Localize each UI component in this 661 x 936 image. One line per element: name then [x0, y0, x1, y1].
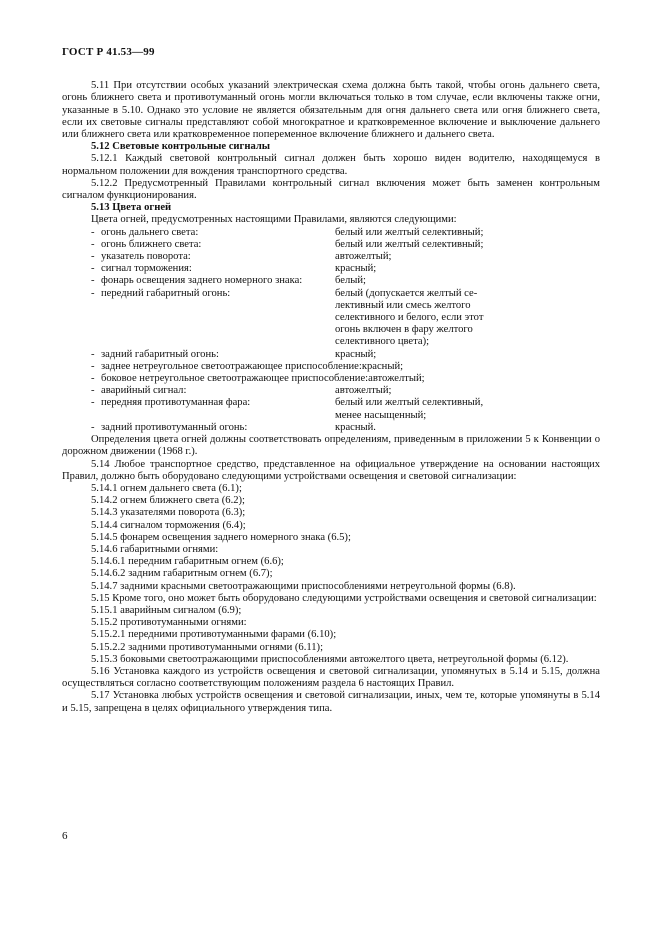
- color-row: [62, 361, 600, 373]
- color-row-value: белый или желтый селективный;: [335, 238, 484, 250]
- color-row-label: [62, 312, 335, 324]
- color-row: [62, 336, 600, 348]
- color-row-label: - передняя противотуманная фара:: [91, 397, 251, 409]
- color-row-value: белый или желтый селективный;: [335, 226, 484, 238]
- optional-devices-list: [62, 605, 600, 654]
- color-row-value: белый;: [335, 275, 366, 287]
- list-item: 5.14.7 задними красными светоотражающими приспособлениями нетреугольной формы (6.8).: [91, 580, 516, 592]
- paragraph-5-12-2: 5.12.2 Предусмотренный Правилами контрольный сигнал включения может быть заменен контрольным сигналом функционирования.: [62, 177, 600, 202]
- list-item: 5.15.2.2 задними противотуманными огнями (6.11);: [91, 641, 324, 653]
- paragraph-5-11: 5.11 При отсутствии особых указаний электрическая схема должна быть такой, чтобы огонь дальнего света, огонь ближнего света и противотуманный огонь могли включаться только в том случае, если включены также огни, указанные в 5.10. Однако это условие не является обязательным для огня дальнего света или огня ближнего света, если их световые сигналы представляют собой многократное и кратковременное включение и выключение дальнего или ближнего света или кратковременное попеременное включение ближнего и дальнего света.: [62, 80, 600, 141]
- color-row-label: - огонь ближнего света:: [91, 238, 202, 250]
- list-item: 5.14.6 габаритными огнями:: [91, 543, 219, 555]
- color-row: [62, 288, 600, 300]
- color-row-label: [62, 324, 335, 336]
- list-item: 5.14.3 указателями поворота (6.3);: [91, 507, 246, 519]
- light-colors-list: [62, 227, 600, 434]
- page-number: 6: [62, 830, 68, 842]
- list-item: 5.15.2.1 передними противотуманными фарами (6.10);: [91, 629, 337, 641]
- color-row-value: селективного цвета);: [335, 336, 430, 348]
- color-row: [62, 397, 600, 409]
- color-row-value: [335, 373, 600, 385]
- list-item: 5.14.2 огнем ближнего света (6.2);: [91, 495, 245, 507]
- list-item: 5.15.2 противотуманными огнями:: [91, 617, 247, 629]
- color-row-value: красный;: [335, 348, 377, 360]
- color-row-label: - огонь дальнего света:: [91, 226, 199, 238]
- paragraph-5-15-3: 5.15.3 боковыми светоотражающими приспособлениями автожелтого цвета, нетреугольной формы (6.12).: [91, 653, 569, 665]
- color-row: [62, 227, 600, 239]
- color-row-label: - аварийный сигнал:: [91, 385, 187, 397]
- required-devices-list: [62, 483, 600, 593]
- list-item: 5.14.1 огнем дальнего света (6.1);: [91, 482, 242, 494]
- color-row-label: [62, 410, 335, 422]
- color-row-label: - сигнал торможения:: [91, 263, 192, 275]
- color-row-label: - задний габаритный огонь:: [91, 348, 219, 360]
- color-row-label: - заднее нетреугольное светоотражающее приспособление:красный;: [91, 360, 404, 372]
- heading-5-13: 5.13 Цвета огней: [91, 202, 172, 214]
- list-item: 5.14.5 фонарем освещения заднего номерного знака (6.5);: [91, 531, 351, 543]
- color-row-label: - боковое нетреугольное светоотражающее приспособление:автожелтый;: [91, 373, 425, 385]
- color-row-value: селективного и белого, если этот: [335, 312, 484, 324]
- paragraph-5-16: 5.16 Установка каждого из устройств освещения и световой сигнализации, упомянутых в 5.14 и 5.15, должна осуществляться согласно соответствующим положениям раздела 6 настоящих Правил.: [62, 665, 600, 690]
- document-header: ГОСТ Р 41.53—99: [62, 46, 155, 58]
- paragraph-5-12-1: 5.12.1 Каждый световой контрольный сигнал должен быть хорошо виден водителю, находящемуся в нормальном положении для вождения транспортного средства.: [62, 153, 600, 177]
- color-row-label: - передний габаритный огонь:: [91, 287, 231, 299]
- color-row-label: - фонарь освещения заднего номерного знака:: [91, 275, 303, 287]
- color-row-value: автожелтый;: [335, 385, 392, 397]
- color-row-label: [62, 336, 335, 348]
- color-row: [62, 324, 600, 336]
- color-row: [62, 385, 600, 397]
- color-row: [62, 275, 600, 287]
- color-row-value: белый или желтый селективный,: [335, 397, 484, 409]
- paragraph-5-17: 5.17 Установка любых устройств освещения и световой сигнализации, иных, чем те, которые упомянуты в 5.14 и 5.15, запрещена в целях официального утверждения типа.: [62, 690, 600, 714]
- color-row: [62, 263, 600, 275]
- color-row: [62, 312, 600, 324]
- heading-5-12: 5.12 Световые контрольные сигналы: [91, 141, 271, 153]
- color-row-value: менее насыщенный;: [335, 409, 427, 421]
- color-row-value: красный;: [335, 263, 377, 275]
- color-row: [62, 251, 600, 263]
- color-row-value: [335, 361, 600, 373]
- color-row: [62, 422, 600, 434]
- list-item: 5.14.4 сигналом торможения (6.4);: [91, 519, 246, 531]
- paragraph-5-14: 5.14 Любое транспортное средство, представленное на официальное утверждение на основании настоящих Правил, должно быть оборудовано следующими устройствами освещения и световой сигнализации:: [62, 458, 600, 482]
- color-row: [62, 349, 600, 361]
- color-row: [62, 373, 600, 385]
- list-item: 5.14.6.2 задним габаритным огнем (6.7);: [91, 568, 273, 580]
- color-row-label: [62, 300, 335, 312]
- color-row-value: огонь включен в фару желтого: [335, 324, 473, 336]
- document-page: [62, 46, 600, 715]
- color-row: [62, 239, 600, 251]
- color-row-label: - указатель поворота:: [91, 251, 191, 263]
- color-row-label: - задний противотуманный огонь:: [91, 421, 248, 433]
- color-row-value: белый (допускается желтый се-: [335, 287, 478, 299]
- list-item: 5.14.6.1 передним габаритным огнем (6.6);: [91, 556, 284, 568]
- paragraph-colors-definition: Определения цвета огней должны соответствовать определениям, приведенным в приложении 5 к Конвенции о дорожном движении (1968 г.).: [62, 434, 600, 458]
- color-row-value: красный.: [335, 421, 376, 433]
- color-row-value: автожелтый;: [335, 251, 392, 263]
- list-item: 5.15.1 аварийным сигналом (6.9);: [91, 604, 242, 616]
- color-row: [62, 410, 600, 422]
- color-row: [62, 300, 600, 312]
- colors-intro: Цвета огней, предусмотренных настоящими Правилами, являются следующими:: [91, 214, 457, 226]
- color-row-value: лективный или смесь желтого: [335, 299, 471, 311]
- paragraph-5-15: 5.15 Кроме того, оно может быть оборудовано следующими устройствами освещения и световой сигнализации:: [91, 592, 597, 604]
